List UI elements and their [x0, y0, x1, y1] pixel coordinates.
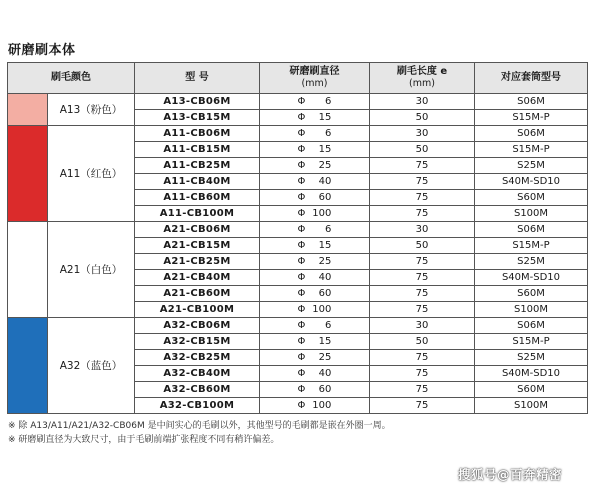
- diameter-value: 60: [318, 287, 332, 299]
- model-cell: A11-CB25M: [135, 158, 260, 174]
- diameter-cell: [260, 142, 370, 158]
- length-cell: 75: [370, 350, 475, 366]
- diameter-value: 25: [318, 255, 332, 267]
- color-swatch: [8, 222, 48, 318]
- table-row: [8, 94, 588, 110]
- header-diameter: [260, 63, 370, 94]
- phi-symbol: Φ: [297, 287, 306, 299]
- phi-symbol: Φ: [297, 335, 306, 347]
- header-color: 刷毛颜色: [8, 63, 135, 94]
- sleeve-cell: S25M: [475, 158, 588, 174]
- diameter-value: 6: [325, 95, 332, 107]
- phi-symbol: Φ: [297, 239, 306, 251]
- spec-table: [7, 62, 588, 414]
- header-length: [370, 63, 475, 94]
- model-cell: A21-CB60M: [135, 286, 260, 302]
- sleeve-cell: S25M: [475, 254, 588, 270]
- color-swatch: [8, 318, 48, 414]
- diameter-value: 6: [325, 319, 332, 331]
- sleeve-cell: S06M: [475, 126, 588, 142]
- model-cell: A11-CB60M: [135, 190, 260, 206]
- diameter-cell: [260, 350, 370, 366]
- length-cell: 50: [370, 334, 475, 350]
- table-body: [8, 94, 588, 414]
- diameter-value: 6: [325, 127, 332, 139]
- diameter-value: 60: [318, 191, 332, 203]
- sleeve-cell: S06M: [475, 318, 588, 334]
- phi-symbol: Φ: [297, 143, 306, 155]
- model-cell: A21-CB100M: [135, 302, 260, 318]
- model-cell: A32-CB15M: [135, 334, 260, 350]
- length-cell: 30: [370, 318, 475, 334]
- phi-symbol: Φ: [297, 319, 306, 331]
- length-cell: 50: [370, 238, 475, 254]
- model-cell: A11-CB100M: [135, 206, 260, 222]
- sleeve-cell: S40M-SD10: [475, 174, 588, 190]
- phi-symbol: Φ: [297, 95, 306, 107]
- diameter-cell: [260, 318, 370, 334]
- diameter-cell: [260, 126, 370, 142]
- diameter-cell: [260, 222, 370, 238]
- model-cell: A11-CB40M: [135, 174, 260, 190]
- length-cell: 75: [370, 158, 475, 174]
- header-length-unit: (mm): [409, 78, 435, 89]
- model-cell: A21-CB06M: [135, 222, 260, 238]
- color-label: A11（红色）: [48, 126, 135, 222]
- length-cell: 50: [370, 142, 475, 158]
- sleeve-cell: S15M-P: [475, 142, 588, 158]
- model-cell: A21-CB15M: [135, 238, 260, 254]
- diameter-value: 40: [318, 367, 332, 379]
- table-header-row: [8, 63, 588, 94]
- color-label: A13（粉色）: [48, 94, 135, 126]
- phi-symbol: Φ: [297, 127, 306, 139]
- diameter-cell: [260, 94, 370, 110]
- diameter-cell: [260, 238, 370, 254]
- diameter-cell: [260, 270, 370, 286]
- sleeve-cell: S60M: [475, 382, 588, 398]
- footnote-1: ※ 除 A13/A11/A21/A32-CB06M 是中间实心的毛刷以外，其他型号的毛刷都是嵌在外圈一周。: [8, 421, 391, 431]
- table-row: [8, 222, 588, 238]
- sleeve-cell: S06M: [475, 222, 588, 238]
- diameter-cell: [260, 302, 370, 318]
- diameter-value: 60: [318, 383, 332, 395]
- phi-symbol: Φ: [297, 351, 306, 363]
- sleeve-cell: S06M: [475, 94, 588, 110]
- sleeve-cell: S40M-SD10: [475, 366, 588, 382]
- length-cell: 30: [370, 222, 475, 238]
- diameter-cell: [260, 206, 370, 222]
- sleeve-cell: S25M: [475, 350, 588, 366]
- diameter-cell: [260, 174, 370, 190]
- header-sleeve: 对应套筒型号: [475, 63, 588, 94]
- header-diameter-unit: (mm): [301, 78, 328, 89]
- diameter-value: 40: [318, 271, 332, 283]
- table-row: [8, 126, 588, 142]
- page-title: 研磨刷本体: [8, 43, 76, 58]
- phi-symbol: Φ: [297, 367, 306, 379]
- phi-symbol: Φ: [297, 191, 306, 203]
- phi-symbol: Φ: [297, 271, 306, 283]
- sleeve-cell: S40M-SD10: [475, 270, 588, 286]
- diameter-value: 15: [318, 335, 332, 347]
- model-cell: A13-CB06M: [135, 94, 260, 110]
- diameter-value: 15: [318, 143, 332, 155]
- sleeve-cell: S100M: [475, 398, 588, 414]
- model-cell: A32-CB06M: [135, 318, 260, 334]
- diameter-cell: [260, 398, 370, 414]
- phi-symbol: Φ: [297, 223, 306, 235]
- diameter-cell: [260, 334, 370, 350]
- length-cell: 75: [370, 398, 475, 414]
- diameter-cell: [260, 286, 370, 302]
- sleeve-cell: S100M: [475, 206, 588, 222]
- diameter-cell: [260, 382, 370, 398]
- diameter-value: 25: [318, 351, 332, 363]
- color-swatch: [8, 126, 48, 222]
- diameter-value: 100: [312, 303, 332, 315]
- phi-symbol: Φ: [297, 207, 306, 219]
- diameter-value: 15: [318, 239, 332, 251]
- phi-symbol: Φ: [297, 255, 306, 267]
- sleeve-cell: S15M-P: [475, 334, 588, 350]
- length-cell: 75: [370, 270, 475, 286]
- length-cell: 75: [370, 254, 475, 270]
- phi-symbol: Φ: [297, 383, 306, 395]
- header-diameter-label: 研磨刷直径: [289, 66, 340, 77]
- model-cell: A32-CB60M: [135, 382, 260, 398]
- model-cell: A13-CB15M: [135, 110, 260, 126]
- phi-symbol: Φ: [297, 159, 306, 171]
- sleeve-cell: S60M: [475, 286, 588, 302]
- color-label: A21（白色）: [48, 222, 135, 318]
- length-cell: 75: [370, 366, 475, 382]
- sleeve-cell: S60M: [475, 190, 588, 206]
- length-cell: 75: [370, 190, 475, 206]
- header-model: 型 号: [135, 63, 260, 94]
- phi-symbol: Φ: [297, 175, 306, 187]
- model-cell: A32-CB100M: [135, 398, 260, 414]
- model-cell: A21-CB40M: [135, 270, 260, 286]
- length-cell: 30: [370, 94, 475, 110]
- diameter-value: 6: [325, 223, 332, 235]
- diameter-value: 25: [318, 159, 332, 171]
- phi-symbol: Φ: [297, 303, 306, 315]
- table-row: [8, 318, 588, 334]
- footnote-2: ※ 研磨刷直径为大致尺寸，由于毛刷前端扩张程度不同有稍许偏差。: [8, 435, 280, 445]
- color-label: A32（蓝色）: [48, 318, 135, 414]
- diameter-cell: [260, 366, 370, 382]
- color-swatch: [8, 94, 48, 126]
- length-cell: 50: [370, 110, 475, 126]
- model-cell: A11-CB06M: [135, 126, 260, 142]
- diameter-cell: [260, 254, 370, 270]
- length-cell: 75: [370, 382, 475, 398]
- diameter-cell: [260, 110, 370, 126]
- phi-symbol: Φ: [297, 111, 306, 123]
- diameter-value: 100: [312, 399, 332, 411]
- phi-symbol: Φ: [297, 399, 306, 411]
- diameter-cell: [260, 158, 370, 174]
- model-cell: A21-CB25M: [135, 254, 260, 270]
- header-length-label: 刷毛长度 e: [396, 66, 448, 77]
- length-cell: 75: [370, 174, 475, 190]
- sleeve-cell: S15M-P: [475, 110, 588, 126]
- model-cell: A32-CB25M: [135, 350, 260, 366]
- sleeve-cell: S100M: [475, 302, 588, 318]
- length-cell: 75: [370, 286, 475, 302]
- length-cell: 75: [370, 302, 475, 318]
- model-cell: A11-CB15M: [135, 142, 260, 158]
- diameter-value: 100: [312, 207, 332, 219]
- diameter-value: 40: [318, 175, 332, 187]
- watermark: 搜狐号@百奔精密: [458, 467, 563, 482]
- length-cell: 75: [370, 206, 475, 222]
- diameter-value: 15: [318, 111, 332, 123]
- length-cell: 30: [370, 126, 475, 142]
- sleeve-cell: S15M-P: [475, 238, 588, 254]
- model-cell: A32-CB40M: [135, 366, 260, 382]
- diameter-cell: [260, 190, 370, 206]
